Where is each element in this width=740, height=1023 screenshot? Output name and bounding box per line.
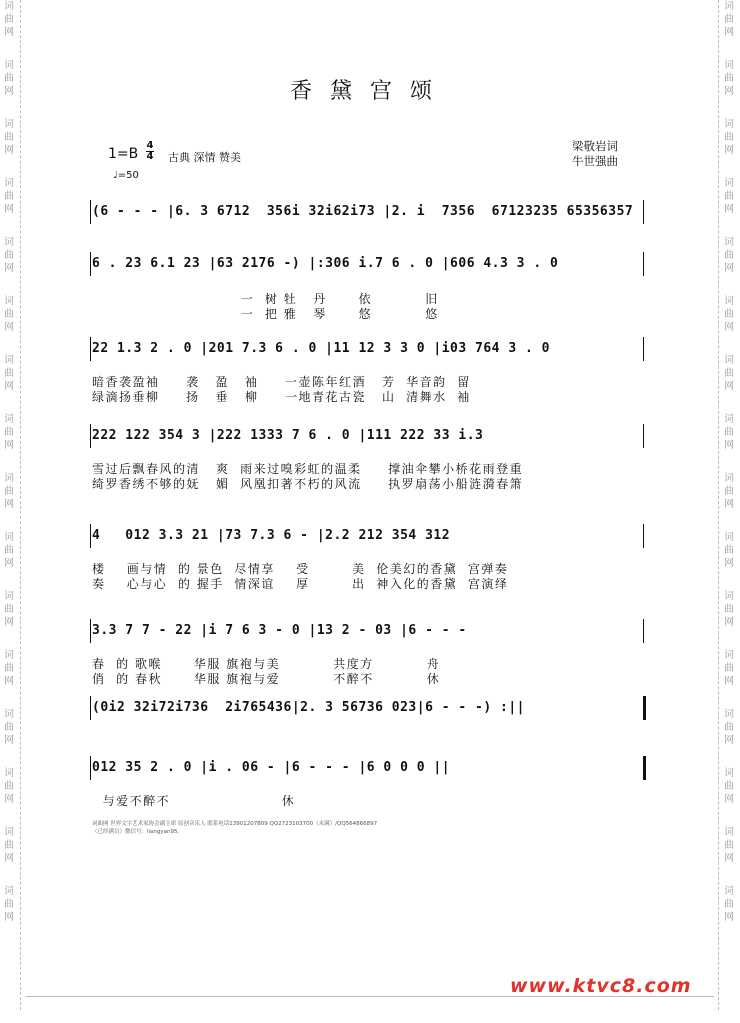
watermark-char: 网 bbox=[724, 86, 734, 97]
watermark-char: 曲 bbox=[724, 250, 734, 261]
watermark-char: 曲 bbox=[724, 486, 734, 497]
notation-line: 3.3 7 7 - 22 |i 7 6 3 - 0 |13 2 - 03 |6 - - - bbox=[92, 623, 467, 638]
watermark-char: 网 bbox=[4, 617, 14, 628]
watermark-char: 网 bbox=[4, 558, 14, 569]
watermark-char: 曲 bbox=[4, 427, 14, 438]
notation-line: 22 1.3 2 . 0 |201 7.3 6 . 0 |11 12 3 3 0 |i03 764 3 . 0 bbox=[92, 341, 550, 356]
watermark-char: 词 bbox=[724, 768, 734, 779]
watermark-char: 网 bbox=[724, 27, 734, 38]
watermark-char: 网 bbox=[4, 86, 14, 97]
style-description: 古典 深情 赞美 bbox=[168, 151, 241, 164]
watermark-char: 曲 bbox=[4, 663, 14, 674]
watermark-group bbox=[722, 826, 736, 865]
time-signature bbox=[146, 141, 154, 162]
watermark-group bbox=[722, 0, 736, 39]
watermark-char: 曲 bbox=[724, 132, 734, 143]
watermark-group bbox=[2, 354, 16, 393]
watermark-char: 网 bbox=[724, 853, 734, 864]
watermark-char: 曲 bbox=[4, 722, 14, 733]
watermark-char: 词 bbox=[4, 119, 14, 130]
watermark-char: 曲 bbox=[724, 309, 734, 320]
watermark-char: 词 bbox=[4, 650, 14, 661]
watermark-group bbox=[722, 649, 736, 688]
song-title: 香黛宫颂 bbox=[289, 79, 450, 104]
barline-start bbox=[90, 200, 91, 224]
watermark-char: 词 bbox=[724, 119, 734, 130]
watermark-group bbox=[722, 590, 736, 629]
watermark-group bbox=[722, 708, 736, 747]
watermark-char: 词 bbox=[724, 650, 734, 661]
watermark-char: 词 bbox=[724, 237, 734, 248]
watermark-group bbox=[722, 472, 736, 511]
watermark-group bbox=[2, 295, 16, 334]
right-margin-line bbox=[718, 0, 719, 1010]
watermark-char: 网 bbox=[724, 145, 734, 156]
watermark-char: 词 bbox=[4, 1, 14, 12]
watermark-group bbox=[2, 590, 16, 629]
watermark-char: 曲 bbox=[4, 73, 14, 84]
watermark-char: 曲 bbox=[4, 899, 14, 910]
notation-line: (6 - - - |6. 3 6712 356i 32i62i73 |2. i 7356 67123235 65356357 bbox=[92, 204, 634, 219]
watermark-char: 词 bbox=[4, 178, 14, 189]
watermark-group bbox=[722, 295, 736, 334]
watermark-char: 词 bbox=[724, 532, 734, 543]
watermark-char: 网 bbox=[4, 322, 14, 333]
watermark-char: 曲 bbox=[4, 309, 14, 320]
watermark-char: 曲 bbox=[724, 427, 734, 438]
composer-credit: 牛世强曲 bbox=[572, 154, 618, 168]
watermark-char: 曲 bbox=[724, 840, 734, 851]
notation-row bbox=[92, 337, 644, 361]
watermark-char: 网 bbox=[4, 381, 14, 392]
notation-line: 6 . 23 6.1 23 |63 2176 -) |:306 i.7 6 . 0 |606 4.3 3 . 0 bbox=[92, 256, 559, 271]
site-url-logo: www.ktvc8.com bbox=[510, 975, 692, 997]
watermark-char: 网 bbox=[4, 440, 14, 451]
left-watermark-column bbox=[2, 0, 16, 1023]
lyric-line: 俏 的 春秋 华服 旗袍与爱 不醉不 休 bbox=[92, 672, 441, 686]
lyric-line: 一 树 牡 丹 依 旧 bbox=[92, 292, 439, 306]
watermark-char: 词 bbox=[724, 414, 734, 425]
barline-start bbox=[90, 524, 91, 548]
watermark-group bbox=[722, 885, 736, 924]
watermark-char: 网 bbox=[724, 204, 734, 215]
lyric-line: 绮罗香绣不够的妩 媚 风凰扣著不朽的风流 执罗扇荡小船涟漪春箫 bbox=[92, 477, 524, 491]
watermark-char: 曲 bbox=[4, 840, 14, 851]
watermark-char: 词 bbox=[4, 709, 14, 720]
watermark-char: 曲 bbox=[4, 368, 14, 379]
watermark-char: 网 bbox=[4, 204, 14, 215]
watermark-group bbox=[722, 177, 736, 216]
watermark-char: 词 bbox=[724, 709, 734, 720]
watermark-group bbox=[2, 826, 16, 865]
notation-line: 222 122 354 3 |222 1333 7 6 . 0 |111 222 33 i.3 bbox=[92, 428, 484, 443]
watermark-char: 曲 bbox=[4, 132, 14, 143]
watermark-char: 词 bbox=[4, 237, 14, 248]
watermark-char: 曲 bbox=[724, 604, 734, 615]
barline-end bbox=[643, 424, 644, 448]
watermark-group bbox=[2, 649, 16, 688]
watermark-group bbox=[722, 354, 736, 393]
watermark-group bbox=[2, 885, 16, 924]
lyric-line: 与爱不醉不 休 bbox=[92, 794, 296, 808]
watermark-char: 曲 bbox=[724, 191, 734, 202]
watermark-char: 曲 bbox=[4, 250, 14, 261]
watermark-char: 曲 bbox=[724, 73, 734, 84]
watermark-char: 网 bbox=[4, 676, 14, 687]
barline-start bbox=[90, 424, 91, 448]
lyric-line: 奏 心与心 的 握手 情深谊 厚 出 神入化的香黛 宫演绎 bbox=[92, 577, 509, 591]
watermark-char: 曲 bbox=[4, 781, 14, 792]
watermark-char: 网 bbox=[4, 263, 14, 274]
barline-end bbox=[643, 252, 644, 276]
watermark-char: 词 bbox=[724, 355, 734, 366]
notation-row bbox=[92, 252, 644, 276]
lyric-line: 春 的 歌喉 华服 旗袍与美 共度方 舟 bbox=[92, 657, 441, 671]
watermark-char: 词 bbox=[724, 178, 734, 189]
notation-row bbox=[92, 696, 644, 720]
watermark-group bbox=[722, 118, 736, 157]
watermark-char: 网 bbox=[4, 145, 14, 156]
watermark-char: 网 bbox=[724, 499, 734, 510]
watermark-char: 词 bbox=[724, 60, 734, 71]
notation-line: (0i2 32i72i736 2i765436|2. 3 56736 023|6 - - -) :|| bbox=[92, 700, 525, 715]
notation-row bbox=[92, 524, 644, 548]
watermark-group bbox=[2, 0, 16, 39]
left-margin-line bbox=[20, 0, 21, 1010]
watermark-char: 网 bbox=[4, 794, 14, 805]
watermark-group bbox=[722, 236, 736, 275]
watermark-char: 曲 bbox=[724, 14, 734, 25]
notation-row bbox=[92, 756, 644, 780]
watermark-char: 词 bbox=[4, 768, 14, 779]
notation-row bbox=[92, 200, 644, 224]
lyricist-credit: 梁敬岩词 bbox=[572, 139, 618, 153]
watermark-char: 词 bbox=[4, 591, 14, 602]
watermark-group bbox=[2, 472, 16, 511]
watermark-char: 曲 bbox=[4, 191, 14, 202]
watermark-char: 词 bbox=[724, 473, 734, 484]
watermark-char: 网 bbox=[724, 322, 734, 333]
watermark-char: 曲 bbox=[724, 722, 734, 733]
watermark-char: 曲 bbox=[724, 663, 734, 674]
watermark-char: 网 bbox=[724, 558, 734, 569]
lyric-line: 绿滴扬垂柳 扬 垂 柳 一地青花古瓷 山 清舞水 袖 bbox=[92, 390, 471, 404]
notation-line: 012 35 2 . 0 |i . 06 - |6 - - - |6 0 0 0 || bbox=[92, 760, 451, 775]
watermark-char: 网 bbox=[724, 676, 734, 687]
watermark-group bbox=[722, 413, 736, 452]
notation-row bbox=[92, 619, 644, 643]
notation-line: 4 012 3.3 21 |73 7.3 6 - |2.2 212 354 312 bbox=[92, 528, 451, 543]
watermark-char: 网 bbox=[4, 853, 14, 864]
watermark-char: 网 bbox=[724, 617, 734, 628]
watermark-char: 词 bbox=[4, 827, 14, 838]
tempo-marking: ♩=50 bbox=[113, 170, 139, 181]
barline-end bbox=[643, 337, 644, 361]
time-signature-bottom: 4 bbox=[146, 151, 154, 162]
lyric-line: 雪过后飘春风的清 爽 雨来过嗅彩虹的温柔 撑油伞攀小桥花雨登重 bbox=[92, 462, 524, 476]
watermark-group bbox=[2, 118, 16, 157]
watermark-char: 词 bbox=[724, 827, 734, 838]
watermark-char: 网 bbox=[724, 735, 734, 746]
watermark-char: 词 bbox=[4, 473, 14, 484]
lyric-line: 一 把 雅 琴 悠 悠 bbox=[92, 307, 439, 321]
watermark-group bbox=[2, 531, 16, 570]
watermark-group bbox=[722, 767, 736, 806]
watermark-char: 曲 bbox=[724, 545, 734, 556]
watermark-char: 词 bbox=[4, 414, 14, 425]
watermark-char: 曲 bbox=[4, 604, 14, 615]
barline-end bbox=[643, 696, 646, 720]
watermark-group bbox=[2, 413, 16, 452]
watermark-char: 词 bbox=[4, 532, 14, 543]
notation-row bbox=[92, 424, 644, 448]
watermark-char: 词 bbox=[724, 1, 734, 12]
barline-start bbox=[90, 337, 91, 361]
watermark-char: 曲 bbox=[4, 14, 14, 25]
watermark-char: 词 bbox=[4, 296, 14, 307]
watermark-char: 曲 bbox=[724, 368, 734, 379]
lyric-line: 暗香袭盈袖 袭 盈 袖 一壶陈年红酒 芳 华音韵 留 bbox=[92, 375, 471, 389]
watermark-group bbox=[2, 708, 16, 747]
watermark-char: 网 bbox=[4, 499, 14, 510]
watermark-char: 曲 bbox=[4, 545, 14, 556]
watermark-char: 词 bbox=[4, 60, 14, 71]
watermark-char: 词 bbox=[724, 591, 734, 602]
watermark-char: 网 bbox=[724, 440, 734, 451]
watermark-group bbox=[2, 177, 16, 216]
key-signature: 1=B bbox=[108, 146, 139, 162]
watermark-char: 网 bbox=[724, 794, 734, 805]
watermark-group bbox=[722, 531, 736, 570]
watermark-char: 网 bbox=[724, 912, 734, 923]
watermark-char: 网 bbox=[4, 735, 14, 746]
right-watermark-column bbox=[722, 0, 736, 1023]
barline-end bbox=[643, 200, 644, 224]
footnote-text: 词曲网 世界文字艺术家协会副主席 原创音乐人 联系电话13901207809 QQ2723103700（未满）/QQ564866897（已经满员）微信号：liangyan95。 bbox=[92, 821, 378, 835]
watermark-char: 网 bbox=[4, 27, 14, 38]
barline-start bbox=[90, 619, 91, 643]
watermark-char: 曲 bbox=[724, 781, 734, 792]
watermark-char: 曲 bbox=[4, 486, 14, 497]
watermark-char: 网 bbox=[724, 263, 734, 274]
time-signature-top: 4 bbox=[146, 140, 154, 151]
watermark-char: 词 bbox=[4, 355, 14, 366]
watermark-char: 网 bbox=[724, 381, 734, 392]
watermark-char: 曲 bbox=[724, 899, 734, 910]
watermark-char: 词 bbox=[4, 886, 14, 897]
watermark-char: 词 bbox=[724, 886, 734, 897]
barline-end bbox=[643, 756, 646, 780]
barline-start bbox=[90, 696, 91, 720]
barline-start bbox=[90, 252, 91, 276]
lyric-line: 楼 画与情 的 景色 尽情享 受 美 伦美幻的香黛 宫弹奏 bbox=[92, 562, 509, 576]
watermark-group bbox=[2, 767, 16, 806]
watermark-char: 词 bbox=[724, 296, 734, 307]
watermark-group bbox=[2, 236, 16, 275]
barline-end bbox=[643, 619, 644, 643]
barline-start bbox=[90, 756, 91, 780]
barline-end bbox=[643, 524, 644, 548]
watermark-char: 网 bbox=[4, 912, 14, 923]
